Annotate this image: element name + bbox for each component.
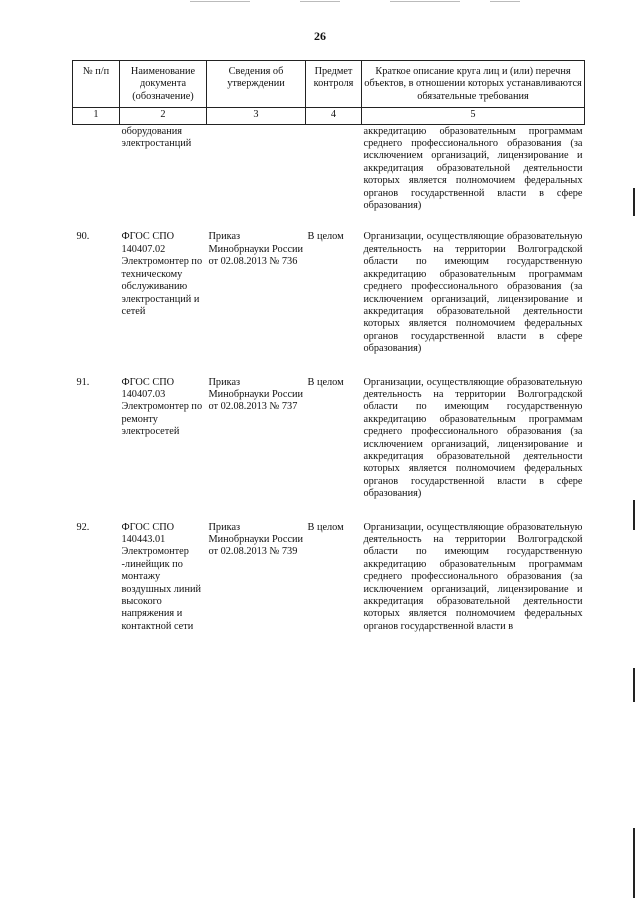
row-approval: Приказ Минобрнауки России от 02.08.2013 № 736	[208, 231, 304, 268]
row-approval: Приказ Минобрнауки России от 02.08.2013 № 737	[208, 376, 304, 413]
header-num: № п/п	[73, 61, 120, 108]
row-number: 90.	[76, 231, 90, 243]
row-name: ФГОС СПО 140443.01 Электромонтер -линейщик по монтажу воздушных линий высокого напряжения и контактной сети	[121, 521, 201, 632]
row-name: оборудования электростанций	[121, 125, 192, 150]
scan-edge-mark	[633, 188, 635, 216]
row-description: аккредитацию образовательным программам среднего профессионального образования (за исключением организаций, лицензирование и аккредитация образовательной деятельности которых является полномочием федеральных органов государственной власти в сфере образования)	[363, 125, 583, 212]
scan-artifact-top	[150, 0, 530, 4]
requirements-table	[72, 60, 585, 651]
table-row	[73, 519, 585, 652]
row-name: ФГОС СПО 140407.02 Электромонтер по техническому обслуживанию электростанций и сетей	[121, 231, 203, 317]
header-description: Краткое описание круга лиц и (или) перечня объектов, в отношении которых устанавливаются обязательные требования	[362, 61, 585, 108]
column-number-row	[73, 108, 585, 124]
column-number: 2	[120, 108, 207, 124]
row-approval: Приказ Минобрнауки России от 02.08.2013 № 739	[208, 521, 304, 558]
table-row-continuation	[73, 124, 585, 228]
header-name: Наименование документа (обозначение)	[120, 61, 207, 108]
row-description: Организации, осуществляющие образовательную деятельность на территории Волгоградской области по имеющим государственную аккредитацию образовательным программам среднего профессионального образования (за исключением организаций, лицензирование и аккредитация образовательной деятельности которых является полномочием федеральных органов государственной власти в	[363, 521, 583, 632]
page-number: 26	[314, 29, 326, 43]
column-number: 3	[207, 108, 306, 124]
table-header-row	[73, 61, 585, 108]
row-subject: В целом	[307, 376, 344, 388]
scan-edge-mark	[633, 828, 635, 898]
row-subject: В целом	[307, 521, 344, 533]
table-row	[73, 374, 585, 519]
row-number: 91.	[76, 376, 90, 388]
column-number: 4	[306, 108, 362, 124]
row-name: ФГОС СПО 140407.03 Электромонтер по ремонту электросетей	[121, 376, 203, 438]
row-approval	[207, 124, 306, 228]
row-subject: В целом	[307, 231, 344, 243]
scan-edge-mark	[633, 500, 635, 530]
row-number	[73, 124, 120, 228]
header-subject: Предмет контроля	[306, 61, 362, 108]
column-number: 5	[362, 108, 585, 124]
row-subject	[306, 124, 362, 228]
scan-edge-mark	[633, 668, 635, 702]
header-approval: Сведения об утверждении	[207, 61, 306, 108]
row-number: 92.	[76, 521, 90, 533]
row-description: Организации, осуществляющие образовательную деятельность на территории Волгоградской области по имеющим государственную аккредитацию образовательным программам среднего профессионального образования (за исключением организаций, лицензирование и аккредитация образовательной деятельности которых является полномочием федеральных органов государственной власти в сфере образования)	[363, 376, 583, 500]
table-row	[73, 228, 585, 373]
row-description: Организации, осуществляющие образовательную деятельность на территории Волгоградской области по имеющим государственную аккредитацию образовательным программам среднего профессионального образования (за исключением организаций, лицензирование и аккредитация образовательной деятельности которых является полномочием федеральных органов государственной власти в сфере образования)	[363, 231, 583, 355]
column-number: 1	[73, 108, 120, 124]
